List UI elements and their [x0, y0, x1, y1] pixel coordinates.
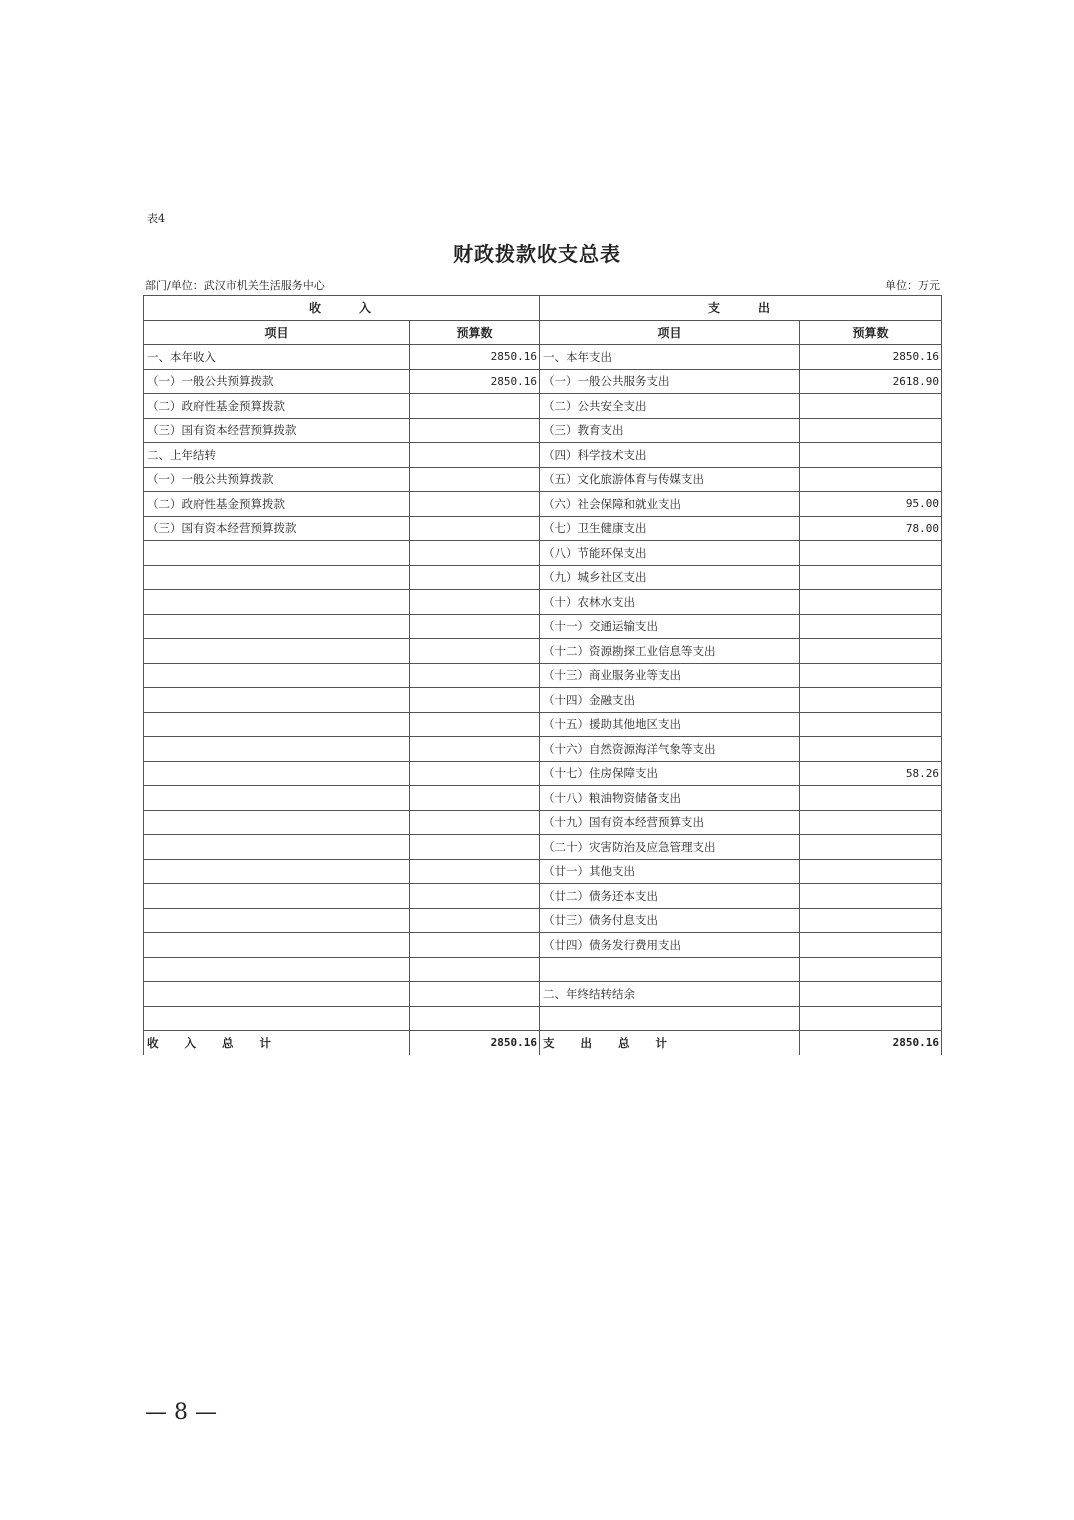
income-value-cell: 2850.16	[410, 345, 540, 370]
expense-item-cell: （十七）住房保障支出	[540, 761, 800, 786]
table-row	[144, 786, 942, 811]
totals-row	[144, 1031, 942, 1055]
income-item-cell	[144, 614, 410, 639]
expense-value-cell	[800, 443, 942, 468]
expense-value-cell: 58.26	[800, 761, 942, 786]
income-value-cell	[410, 590, 540, 615]
expense-item-cell: （十二）资源勘探工业信息等支出	[540, 639, 800, 664]
expense-total-label: 支出总计	[540, 1031, 800, 1055]
expense-item-cell: （十三）商业服务业等支出	[540, 663, 800, 688]
table-row	[144, 639, 942, 664]
income-item-cell	[144, 908, 410, 933]
income-value-cell	[410, 982, 540, 1007]
income-item-cell: （二）政府性基金预算拨款	[144, 394, 410, 419]
expense-value-cell	[800, 541, 942, 566]
expense-section-header: 支出	[540, 296, 942, 321]
table-row	[144, 345, 942, 370]
expense-item-cell: （十）农林水支出	[540, 590, 800, 615]
table-row	[144, 467, 942, 492]
income-value-cell	[410, 786, 540, 811]
expense-item-cell: （廿三）债务付息支出	[540, 908, 800, 933]
expense-value-cell	[800, 712, 942, 737]
income-item-cell	[144, 982, 410, 1007]
income-item-header: 项目	[144, 320, 410, 345]
expense-value-cell: 78.00	[800, 516, 942, 541]
expense-value-cell	[800, 957, 942, 982]
income-value-cell	[410, 418, 540, 443]
expense-total-value: 2850.16	[800, 1031, 942, 1055]
expense-value-cell	[800, 418, 942, 443]
income-value-cell	[410, 933, 540, 958]
expense-item-cell: （十八）粮油物资储备支出	[540, 786, 800, 811]
table-row	[144, 688, 942, 713]
expense-value-cell	[800, 737, 942, 762]
income-value-cell	[410, 835, 540, 860]
expense-value-cell: 2618.90	[800, 369, 942, 394]
expense-item-cell: （七）卫生健康支出	[540, 516, 800, 541]
expense-item-cell	[540, 957, 800, 982]
expense-value-cell	[800, 859, 942, 884]
income-value-cell	[410, 443, 540, 468]
income-item-cell	[144, 859, 410, 884]
expense-value-cell	[800, 663, 942, 688]
table-row	[144, 982, 942, 1007]
table-row	[144, 933, 942, 958]
income-total-value: 2850.16	[410, 1031, 540, 1055]
column-header-row	[144, 320, 942, 345]
table-row	[144, 737, 942, 762]
income-value-cell	[410, 614, 540, 639]
expense-item-cell: （十一）交通运输支出	[540, 614, 800, 639]
expense-item-cell: 二、年终结转结余	[540, 982, 800, 1007]
income-item-cell: （三）国有资本经营预算拨款	[144, 418, 410, 443]
table-row	[144, 1006, 942, 1031]
income-value-cell	[410, 859, 540, 884]
table-row	[144, 908, 942, 933]
income-item-cell	[144, 835, 410, 860]
expense-item-cell: （八）节能环保支出	[540, 541, 800, 566]
expense-item-cell	[540, 1006, 800, 1031]
table-row	[144, 516, 942, 541]
table-row	[144, 761, 942, 786]
expense-item-cell: 一、本年支出	[540, 345, 800, 370]
income-item-cell: （一）一般公共预算拨款	[144, 369, 410, 394]
table-row	[144, 418, 942, 443]
expense-item-cell: （十九）国有资本经营预算支出	[540, 810, 800, 835]
expense-item-cell: （十四）金融支出	[540, 688, 800, 713]
income-value-cell	[410, 688, 540, 713]
table-row	[144, 859, 942, 884]
income-item-cell: 一、本年收入	[144, 345, 410, 370]
income-value-cell	[410, 810, 540, 835]
expense-value-cell	[800, 786, 942, 811]
expense-value-cell	[800, 982, 942, 1007]
table-row	[144, 957, 942, 982]
expense-value-cell	[800, 467, 942, 492]
expense-item-header: 项目	[540, 320, 800, 345]
table-row	[144, 541, 942, 566]
income-value-cell	[410, 492, 540, 517]
expense-value-cell	[800, 835, 942, 860]
income-item-cell	[144, 761, 410, 786]
table-row	[144, 565, 942, 590]
income-item-cell	[144, 541, 410, 566]
income-value-cell	[410, 737, 540, 762]
income-value-cell: 2850.16	[410, 369, 540, 394]
expense-item-cell: （六）社会保障和就业支出	[540, 492, 800, 517]
income-item-cell	[144, 884, 410, 909]
document-title: 财政拨款收支总表	[453, 242, 621, 266]
income-value-cell	[410, 884, 540, 909]
table-row	[144, 663, 942, 688]
income-total-label: 收入总计	[144, 1031, 410, 1055]
expense-item-cell: （十五）援助其他地区支出	[540, 712, 800, 737]
income-item-cell	[144, 565, 410, 590]
table-row	[144, 443, 942, 468]
expense-value-cell	[800, 590, 942, 615]
expense-item-cell: （九）城乡社区支出	[540, 565, 800, 590]
income-value-cell	[410, 663, 540, 688]
income-value-cell	[410, 908, 540, 933]
income-value-cell	[410, 1006, 540, 1031]
expense-value-cell	[800, 394, 942, 419]
expense-budget-header: 预算数	[800, 320, 942, 345]
page-number: — 8 —	[145, 1400, 217, 1425]
expense-value-cell	[800, 1006, 942, 1031]
income-value-cell	[410, 394, 540, 419]
table-row	[144, 394, 942, 419]
section-header-row	[144, 296, 942, 321]
income-item-cell	[144, 1006, 410, 1031]
expense-value-cell	[800, 884, 942, 909]
income-item-cell: （一）一般公共预算拨款	[144, 467, 410, 492]
income-item-cell: 二、上年结转	[144, 443, 410, 468]
table-row	[144, 492, 942, 517]
expense-value-cell	[800, 908, 942, 933]
expense-item-cell: （廿四）债务发行费用支出	[540, 933, 800, 958]
expense-item-cell: （二十）灾害防治及应急管理支出	[540, 835, 800, 860]
expense-item-cell: （五）文化旅游体育与传媒支出	[540, 467, 800, 492]
expense-item-cell: （廿二）债务还本支出	[540, 884, 800, 909]
expense-value-cell	[800, 810, 942, 835]
department-label: 部门/单位：武汉市机关生活服务中心	[145, 279, 325, 292]
income-value-cell	[410, 957, 540, 982]
expense-item-cell: （二）公共安全支出	[540, 394, 800, 419]
expense-item-cell: （三）教育支出	[540, 418, 800, 443]
income-item-cell	[144, 590, 410, 615]
income-item-cell	[144, 639, 410, 664]
expense-item-cell: （四）科学技术支出	[540, 443, 800, 468]
income-item-cell	[144, 810, 410, 835]
income-value-cell	[410, 639, 540, 664]
income-item-cell	[144, 957, 410, 982]
income-item-cell	[144, 737, 410, 762]
income-budget-header: 预算数	[410, 320, 540, 345]
unit-label: 单位：万元	[885, 279, 940, 292]
expense-item-cell: （十六）自然资源海洋气象等支出	[540, 737, 800, 762]
table-row	[144, 712, 942, 737]
income-item-cell	[144, 663, 410, 688]
table-row	[144, 884, 942, 909]
expense-value-cell: 2850.16	[800, 345, 942, 370]
income-value-cell	[410, 565, 540, 590]
income-item-cell: （二）政府性基金预算拨款	[144, 492, 410, 517]
expense-value-cell	[800, 565, 942, 590]
table-number: 表4	[147, 212, 165, 225]
income-value-cell	[410, 541, 540, 566]
expense-item-cell: （一）一般公共服务支出	[540, 369, 800, 394]
income-value-cell	[410, 516, 540, 541]
income-item-cell	[144, 688, 410, 713]
expense-value-cell: 95.00	[800, 492, 942, 517]
income-item-cell	[144, 712, 410, 737]
table-row	[144, 590, 942, 615]
budget-table	[143, 295, 942, 1055]
expense-value-cell	[800, 688, 942, 713]
table-body	[144, 345, 942, 1031]
income-value-cell	[410, 761, 540, 786]
table-row	[144, 369, 942, 394]
income-value-cell	[410, 712, 540, 737]
income-item-cell: （三）国有资本经营预算拨款	[144, 516, 410, 541]
expense-value-cell	[800, 639, 942, 664]
expense-item-cell: （廿一）其他支出	[540, 859, 800, 884]
expense-value-cell	[800, 933, 942, 958]
table-row	[144, 835, 942, 860]
income-item-cell	[144, 933, 410, 958]
table-row	[144, 810, 942, 835]
income-value-cell	[410, 467, 540, 492]
income-section-header: 收入	[144, 296, 540, 321]
table-row	[144, 614, 942, 639]
income-item-cell	[144, 786, 410, 811]
expense-value-cell	[800, 614, 942, 639]
